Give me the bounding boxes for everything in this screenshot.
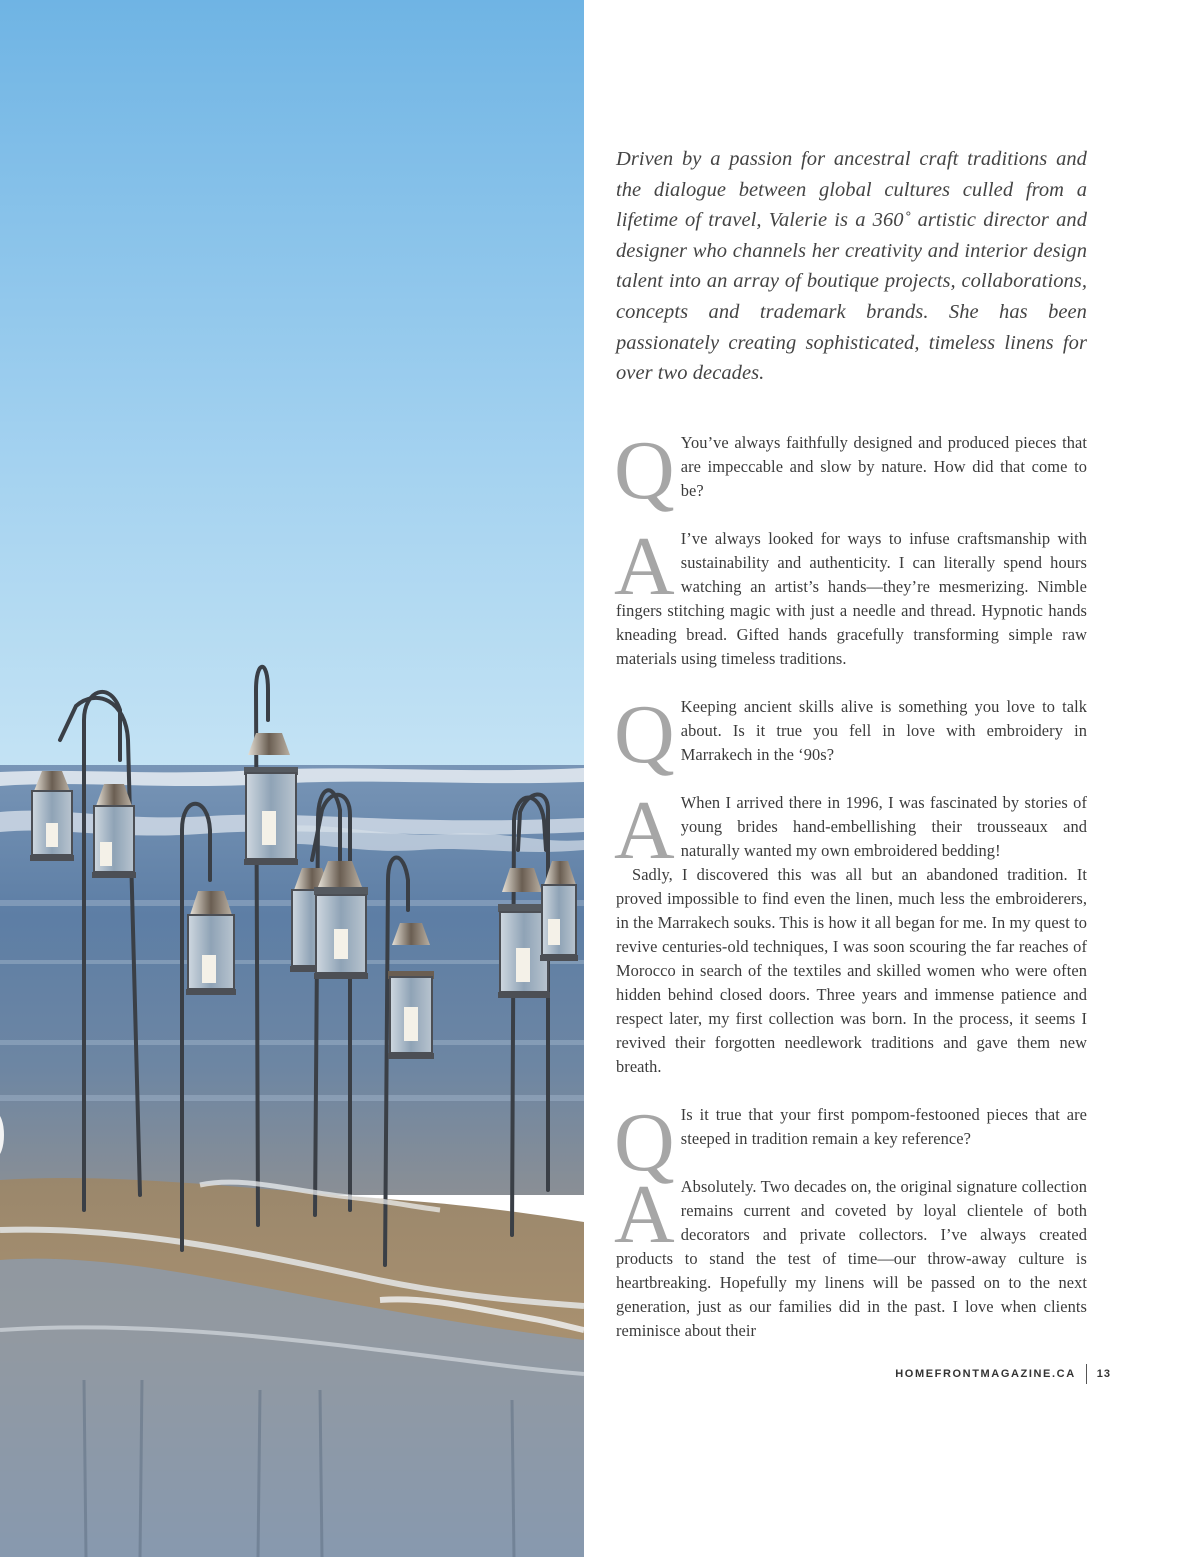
article-column (616, 144, 1087, 1367)
page-footer (895, 1363, 1111, 1385)
question-text: Keeping ancient skills alive is something you love to talk about. Is it true you fell in love with embroidery in Marrakech in the ‘90s? (680, 696, 1087, 764)
beach-lanterns-photo (0, 0, 584, 1557)
question-3 (614, 1095, 1087, 1189)
page-number: 13 (1096, 1368, 1111, 1380)
dropcap-q: Q (614, 423, 675, 517)
magazine-url: HOMEFRONTMAGAZINE.CA (895, 1368, 1076, 1380)
dropcap-q: Q (614, 1095, 675, 1189)
question-2 (614, 687, 1087, 781)
dropcap-a: A (614, 1167, 675, 1261)
answer-text: Absolutely. Two decades on, the original signature collection remains current and coveted by loyal clientele of both decorators and private collectors. I’ve always created products to stand the test of time—our throw-away culture is heartbreaking. Hopefully my linens will be passed on to the next generation, just as our families did in the past. I love when clients reminisce about their (616, 1176, 1087, 1340)
answer-text-continued: Sadly, I discovered this was all but an abandoned tradition. It proved impossible to find even the linen, much less the embroiderers, in the Marrakech souks. This is how it all began for me. In my quest to revive centuries-old techniques, I was soon scouring the far reaches of Morocco in search of the textiles and skilled women who were often hidden behind closed doors. Three years and immense patience and respect later, my first collection was born. In the process, it seems I revived their forgotten needlework traditions and gave them new breath. (616, 864, 1087, 1076)
intro-paragraph: Driven by a passion for ancestral craft traditions and the dialogue between global cultures culled from a lifetime of travel, Valerie is a 360˚ artistic director and designer who channels her creativity and interior design talent into an array of boutique projects, collaborations, concepts and trademark brands. She has been passionately creating sophisticated, timeless linens for over two decades. (616, 148, 1087, 385)
dropcap-a: A (614, 783, 675, 877)
answer-text: I’ve always looked for ways to infuse craftsmanship with sustainability and authenticity. I can literally spend hours watching an artist’s hands—they’re mesmerizing. Nimble fingers stitching magic with just a needle and thread. Hypnotic hands kneading bread. Gifted hands gracefully transforming simple raw materials using timeless traditions. (616, 528, 1087, 668)
answer-2 (614, 783, 1087, 1079)
question-1 (614, 423, 1087, 517)
dropcap-a: A (614, 519, 675, 613)
dropcap-q: Q (614, 687, 675, 781)
answer-1 (614, 519, 1087, 671)
question-text: You’ve always faithfully designed and produced pieces that are impeccable and slow by nature. How did that come to be? (680, 432, 1087, 500)
question-text: Is it true that your first pompom-festooned pieces that are steeped in tradition remain a key reference? (680, 1104, 1087, 1148)
answer-text: When I arrived there in 1996, I was fascinated by stories of young brides hand-embellishing their trousseaux and naturally wanted my own embroidered bedding! (680, 792, 1087, 860)
answer-3 (614, 1167, 1087, 1343)
footer-divider (1086, 1364, 1087, 1384)
